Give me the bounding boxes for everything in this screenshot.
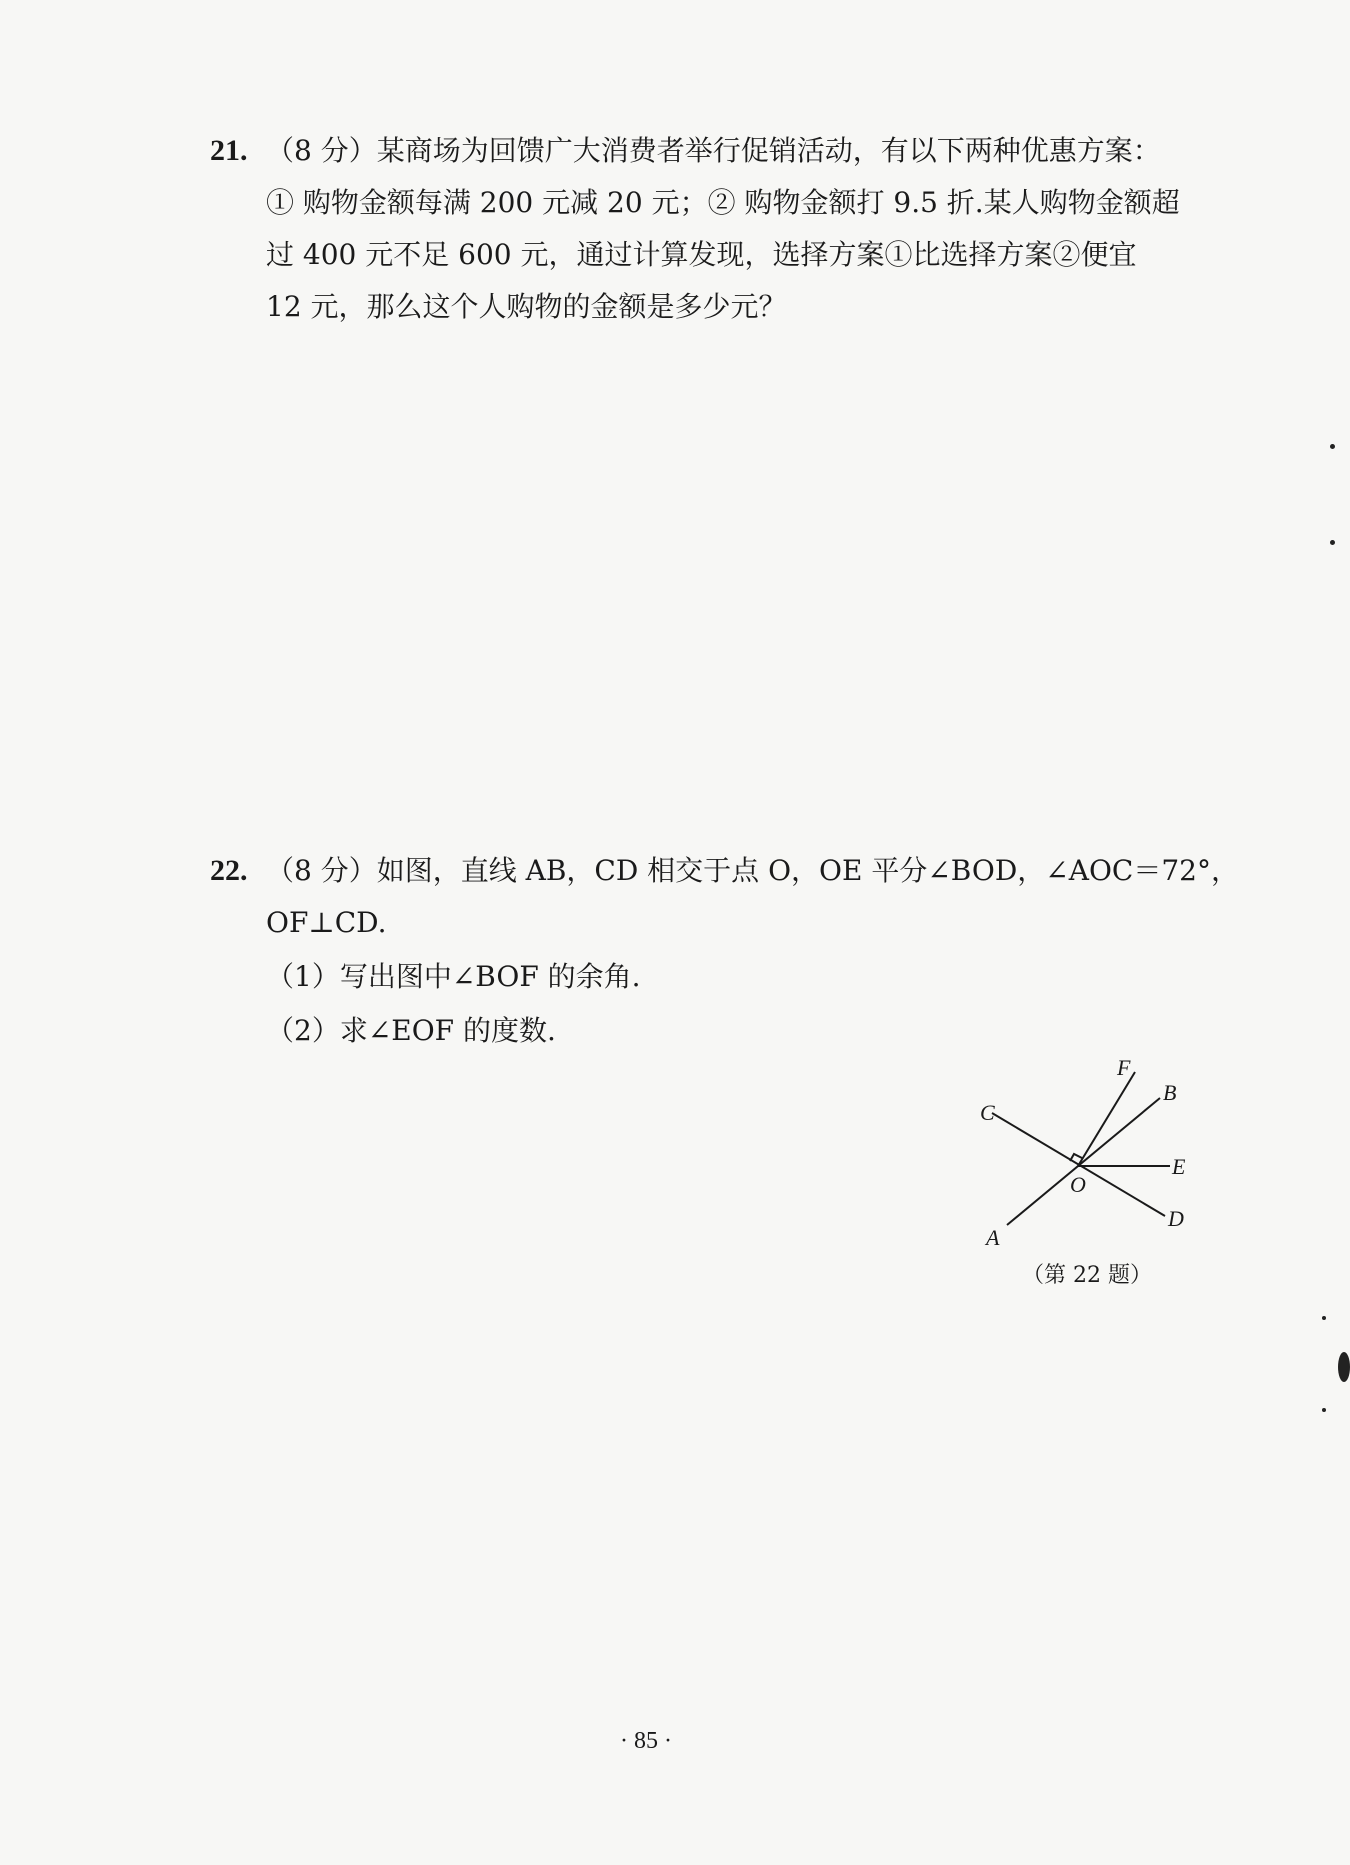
- problem-22-number: 22.: [210, 854, 248, 887]
- figure-caption: （第 22 题）: [1022, 1263, 1152, 1288]
- problem-22-line-2: OF⊥CD.: [266, 906, 387, 939]
- scan-speck: [1322, 1408, 1326, 1412]
- scan-speck: [1322, 1316, 1326, 1320]
- label-o: O: [1070, 1172, 1086, 1197]
- sub-question-2: （2）求∠EOF 的度数.: [266, 1014, 556, 1047]
- label-a: A: [986, 1225, 1000, 1250]
- problem-21-line-3: 过 400 元不足 600 元，通过计算发现，选择方案①比选择方案②便宜: [266, 238, 1137, 271]
- label-f: F: [1117, 1055, 1131, 1080]
- problem-21-line-1: （8 分）某商场为回馈广大消费者举行促销活动，有以下两种优惠方案：: [266, 134, 1161, 167]
- scan-speck: [1330, 540, 1335, 545]
- line-ab: [1007, 1098, 1160, 1225]
- scan-speck: [1338, 1352, 1350, 1382]
- problem-22-line-1: （8 分）如图，直线 AB，CD 相交于点 O，OE 平分∠BOD，∠AOC＝72°，: [266, 854, 1239, 887]
- problem-21-line-2: ① 购物金额每满 200 元减 20 元；② 购物金额打 9.5 折.某人购物金额超: [266, 186, 1180, 219]
- label-d: D: [1168, 1206, 1184, 1231]
- label-e: E: [1172, 1154, 1186, 1179]
- problem-21-line-4: 12 元，那么这个人购物的金额是多少元？: [266, 290, 787, 323]
- sub-question-1: （1）写出图中∠BOF 的余角.: [266, 960, 641, 993]
- geometry-figure: [970, 1050, 1230, 1265]
- label-b: B: [1163, 1080, 1177, 1105]
- scan-speck: [1330, 444, 1335, 449]
- problem-21-number: 21.: [210, 134, 248, 167]
- label-c: C: [980, 1100, 995, 1125]
- ray-of: [1078, 1072, 1135, 1166]
- page-number: · 85 ·: [620, 1728, 672, 1754]
